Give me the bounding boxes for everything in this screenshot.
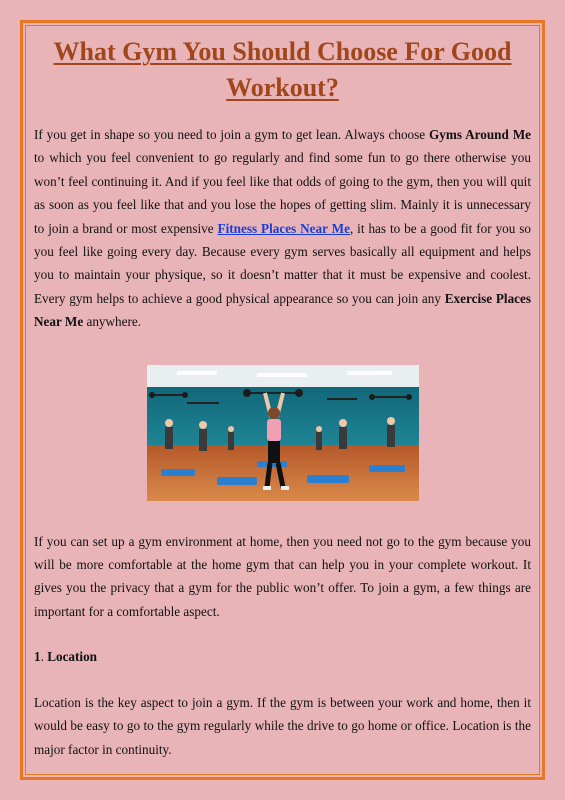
intro-text-2: to which you feel convenient to go regularly and find some fun to go there otherwise you won’t feel continuing it. And if you feel like that odds of going to the gym, then you will quit as soon as you feel like that and you lose the hopes of getting slim. Mainly it is unnecessary to join a brand or most expensive: [34, 150, 531, 236]
section-heading-location: [34, 645, 531, 668]
section-separator: .: [40, 649, 48, 665]
intro-text-1: If you get in shape so you need to join a gym to get lean. Always choose: [34, 127, 429, 142]
fitness-places-link[interactable]: Fitness Places Near Me: [217, 220, 350, 236]
intro-paragraph: [34, 123, 531, 334]
location-paragraph: Location is the key aspect to join a gym. If the gym is between your work and home, then it would be easy to go to the gym regularly while the drive to go home or office. Location is the major factor in continuity.: [34, 694, 531, 757]
page-title: What Gym You Should Choose For Good Workout?: [53, 37, 512, 102]
document-content: [34, 34, 531, 761]
gym-class-photo: [147, 365, 419, 501]
keyword-exercise-places: Exercise Places Near Me: [34, 290, 532, 330]
keyword-gyms-around-me: Gyms Around Me: [428, 127, 531, 142]
home-gym-paragraph: If you can set up a gym environment at home, then you need not go to the gym because you will be more comfortable at the home gym that can help you in your complete workout. It gives you the privacy that a gym for the public won’t offer. To join a gym, a few things are important for a comfortable aspect.: [34, 533, 531, 619]
intro-text-3: , it has to be a good fit for you so you feel like going every day. Because every gym serves basically all equipment and helps you to maintain your physique, so it doesn’t matter that it must be expensive and coolest. Every gym helps to achieve a good physical appearance so you can join any: [34, 220, 532, 306]
section-heading-text: Location: [47, 649, 98, 665]
section-number: 1: [34, 649, 41, 665]
intro-text-4: anywhere.: [83, 314, 142, 330]
